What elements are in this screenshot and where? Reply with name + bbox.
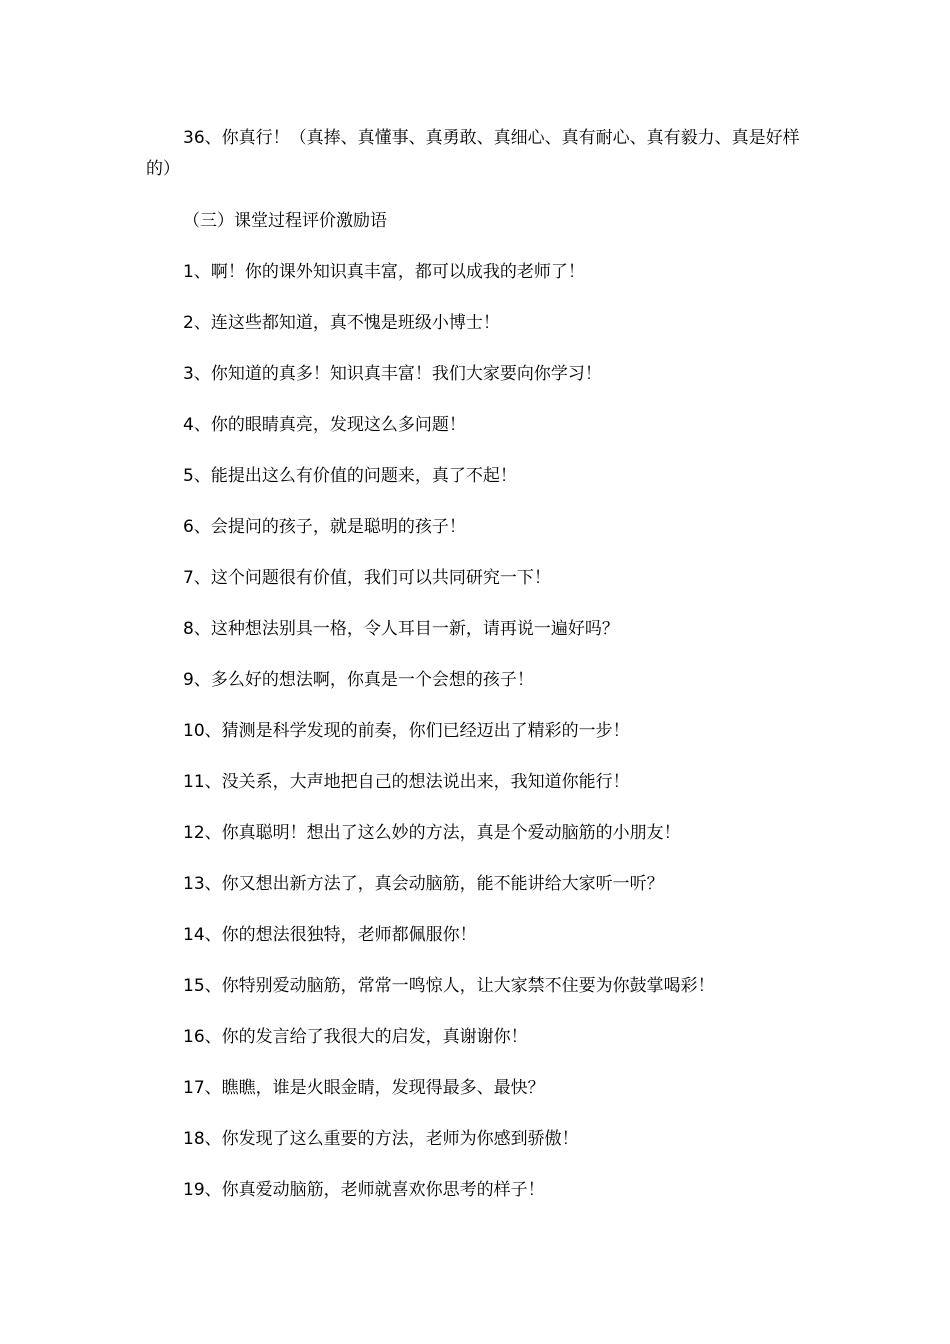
list-item: 3、你知道的真多！知识真丰富！我们大家要向你学习！ (183, 364, 602, 384)
list-item: 19、你真爱动脑筋，老师就喜欢你思考的样子！ (183, 1180, 545, 1200)
list-item: 10、猜测是科学发现的前奏，你们已经迈出了精彩的一步！ (183, 721, 630, 741)
list-item: 17、瞧瞧，谁是火眼金睛，发现得最多、最快？ (183, 1078, 545, 1098)
list-item: 11、没关系，大声地把自己的想法说出来，我知道你能行！ (183, 772, 630, 792)
list-item: 9、多么好的想法啊，你真是一个会想的孩子！ (183, 670, 534, 690)
paragraph-36: 36、你真行！（真捧、真懂事、真勇敢、真细心、真有耐心、真有毅力、真是好样的） (146, 128, 800, 179)
list-item: 16、你的发言给了我很大的启发，真谢谢你！ (183, 1027, 528, 1047)
list-item: 8、这种想法别具一格，令人耳目一新，请再说一遍好吗？ (183, 619, 619, 639)
list-item: 14、你的想法很独特，老师都佩服你！ (183, 925, 477, 945)
list-item: 15、你特别爱动脑筋，常常一鸣惊人，让大家禁不住要为你鼓掌喝彩！ (183, 976, 715, 996)
list-item: 1、啊！你的课外知识真丰富，都可以成我的老师了！ (183, 262, 585, 282)
list-item: 6、会提问的孩子，就是聪明的孩子！ (183, 517, 466, 537)
list-item: 18、你发现了这么重要的方法，老师为你感到骄傲！ (183, 1129, 579, 1149)
list-item: 13、你又想出新方法了，真会动脑筋，能不能讲给大家听一听？ (183, 874, 664, 894)
list-item: 5、能提出这么有价值的问题来，真了不起！ (183, 466, 517, 486)
section-heading: （三）课堂过程评价激励语 (183, 211, 387, 231)
list-item: 12、你真聪明！想出了这么妙的方法，真是个爱动脑筋的小朋友！ (183, 823, 681, 843)
list-item: 7、这个问题很有价值，我们可以共同研究一下！ (183, 568, 551, 588)
list-item: 4、你的眼睛真亮，发现这么多问题！ (183, 415, 466, 435)
list-item: 2、连这些都知道，真不愧是班级小博士！ (183, 313, 500, 333)
